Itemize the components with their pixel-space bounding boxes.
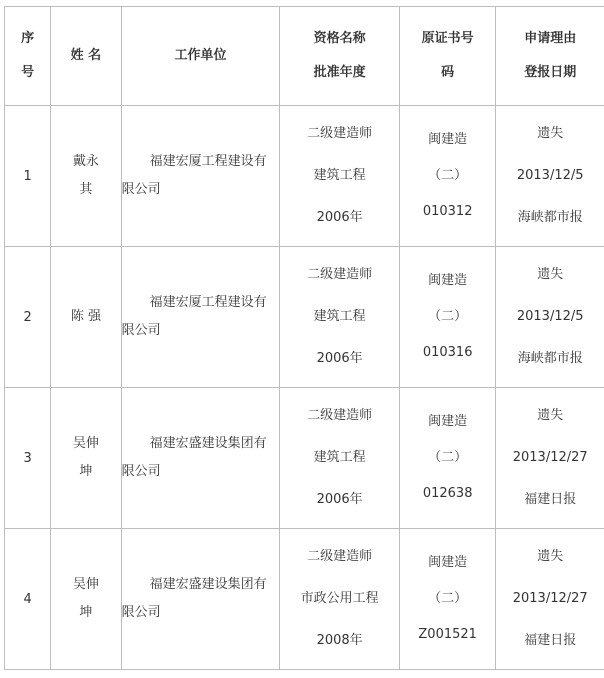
cert-line3: 012638 bbox=[422, 486, 473, 501]
name-line2: 坤 bbox=[79, 605, 93, 620]
name-line2: 坤 bbox=[79, 464, 93, 479]
qual-line3: 2008年 bbox=[316, 633, 363, 648]
cell-cert bbox=[399, 106, 495, 247]
reason-line1: 遗失 bbox=[537, 267, 564, 282]
cert-line2: （二） bbox=[428, 450, 468, 465]
header-qual bbox=[280, 7, 400, 106]
cell-unit bbox=[121, 106, 280, 247]
unit-line1: 福建宏盛建设集团有 bbox=[149, 436, 267, 451]
reason-line1: 遗失 bbox=[537, 126, 564, 141]
table-row bbox=[5, 388, 604, 529]
name-line1: 戴永 bbox=[72, 154, 99, 169]
name-line1: 吴伸 bbox=[72, 436, 99, 451]
cell-reason bbox=[496, 106, 604, 247]
reason-line3: 福建日报 bbox=[524, 633, 577, 648]
cell-seq: 2 bbox=[5, 247, 51, 388]
name-line1: 陈 强 bbox=[70, 309, 101, 324]
cell-qual bbox=[280, 529, 400, 670]
header-cert bbox=[399, 7, 495, 106]
qual-line2: 建筑工程 bbox=[313, 450, 366, 465]
cell-cert bbox=[399, 529, 495, 670]
qual-line1: 二级建造师 bbox=[307, 126, 373, 141]
reason-line1: 遗失 bbox=[537, 408, 564, 423]
header-cert-line2: 码 bbox=[441, 65, 455, 80]
unit-line1: 福建宏厦工程建设有 bbox=[149, 154, 267, 169]
unit-line1: 福建宏厦工程建设有 bbox=[149, 295, 267, 310]
cell-unit bbox=[121, 247, 280, 388]
qual-line2: 建筑工程 bbox=[313, 168, 366, 183]
cell-seq: 3 bbox=[5, 388, 51, 529]
table-row bbox=[5, 106, 604, 247]
name-line1: 吴伸 bbox=[72, 577, 99, 592]
reason-line2: 2013/12/27 bbox=[512, 450, 588, 465]
cell-seq: 1 bbox=[5, 106, 51, 247]
cert-line3: 010312 bbox=[422, 204, 473, 219]
cert-line2: （二） bbox=[428, 168, 468, 183]
reason-line3: 海峡都市报 bbox=[517, 210, 583, 225]
qual-line1: 二级建造师 bbox=[307, 549, 373, 564]
qual-line3: 2006年 bbox=[316, 210, 363, 225]
cert-line2: （二） bbox=[428, 309, 468, 324]
unit-line2: 限公司 bbox=[121, 464, 161, 479]
table-row bbox=[5, 247, 604, 388]
unit-line1: 福建宏盛建设集团有 bbox=[149, 577, 267, 592]
qual-line3: 2006年 bbox=[316, 351, 363, 366]
reason-line2: 2013/12/5 bbox=[516, 309, 584, 324]
header-row bbox=[5, 7, 604, 106]
header-reason-line2: 登报日期 bbox=[524, 65, 577, 80]
cert-line1: 闽建造 bbox=[428, 555, 468, 570]
unit-line2: 限公司 bbox=[121, 605, 161, 620]
cell-reason bbox=[496, 388, 604, 529]
qual-line1: 二级建造师 bbox=[307, 408, 373, 423]
cert-line3: 010316 bbox=[422, 345, 473, 360]
cell-cert bbox=[399, 388, 495, 529]
qual-line2: 建筑工程 bbox=[313, 309, 366, 324]
cert-line3: Z001521 bbox=[418, 627, 477, 642]
cell-reason bbox=[496, 529, 604, 670]
table-row bbox=[5, 529, 604, 670]
qual-line3: 2006年 bbox=[316, 492, 363, 507]
cell-unit bbox=[121, 388, 280, 529]
cert-line1: 闽建造 bbox=[428, 132, 468, 147]
unit-line2: 限公司 bbox=[121, 323, 161, 338]
cell-name bbox=[51, 529, 121, 670]
cell-reason bbox=[496, 247, 604, 388]
certificate-loss-table bbox=[4, 6, 604, 670]
reason-line3: 海峡都市报 bbox=[517, 351, 583, 366]
reason-line3: 福建日报 bbox=[524, 492, 577, 507]
header-name: 姓 名 bbox=[51, 7, 121, 106]
cell-unit bbox=[121, 529, 280, 670]
cell-name bbox=[51, 247, 121, 388]
reason-line2: 2013/12/5 bbox=[516, 168, 584, 183]
cert-line2: （二） bbox=[428, 591, 468, 606]
cell-qual bbox=[280, 388, 400, 529]
cell-seq: 4 bbox=[5, 529, 51, 670]
qual-line2: 市政公用工程 bbox=[300, 591, 379, 606]
cell-qual bbox=[280, 247, 400, 388]
reason-line1: 遗失 bbox=[537, 549, 564, 564]
cell-cert bbox=[399, 247, 495, 388]
header-seq-line1: 序 bbox=[21, 31, 35, 46]
header-cert-line1: 原证书号 bbox=[421, 31, 474, 46]
qual-line1: 二级建造师 bbox=[307, 267, 373, 282]
cert-line1: 闽建造 bbox=[428, 414, 468, 429]
cell-name bbox=[51, 388, 121, 529]
header-qual-line2: 批准年度 bbox=[313, 65, 366, 80]
header-unit: 工作单位 bbox=[121, 7, 280, 106]
cell-qual bbox=[280, 106, 400, 247]
reason-line2: 2013/12/27 bbox=[512, 591, 588, 606]
header-seq bbox=[5, 7, 51, 106]
header-reason-line1: 申请理由 bbox=[524, 31, 577, 46]
header-seq-line2: 号 bbox=[21, 65, 35, 80]
unit-line2: 限公司 bbox=[121, 182, 161, 197]
cell-name bbox=[51, 106, 121, 247]
header-qual-line1: 资格名称 bbox=[313, 31, 366, 46]
cert-line1: 闽建造 bbox=[428, 273, 468, 288]
header-reason bbox=[496, 7, 604, 106]
name-line2: 其 bbox=[79, 182, 93, 197]
